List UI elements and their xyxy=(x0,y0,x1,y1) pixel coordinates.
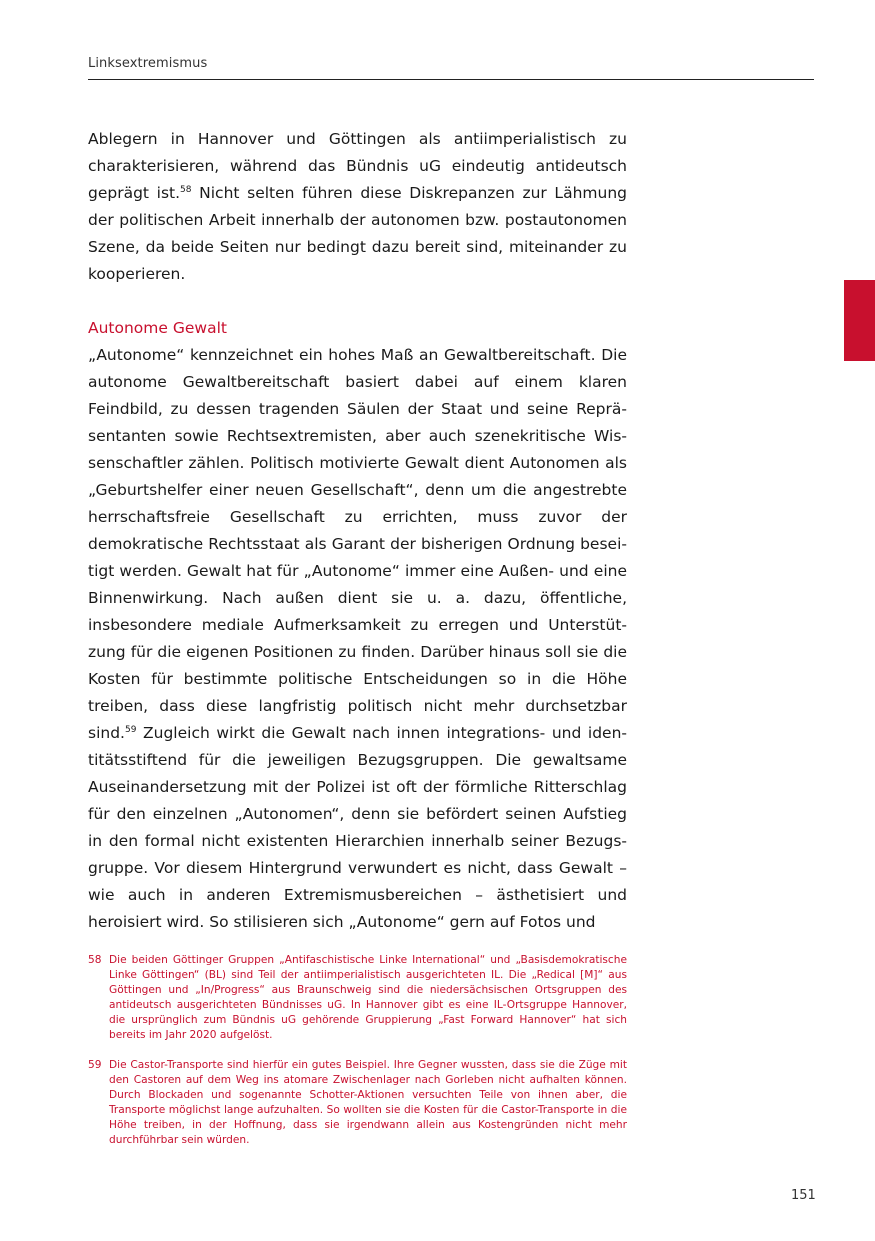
footnote-text: Die beiden Göttinger Gruppen „Antifaschistische Linke International“ und „Basisdemokratische Linke Göttingen“ (BL) sind Teil der antiimperialistisch ausgerichteten IL. Die „Redical [M]“ aus Göttingen und „In/Progress“ aus Braunschweig sind die niedersächsischen Ortsgruppen des antideutsch ausgerichteten Bündnisses uG. In Hannover gibt es eine IL-Ortsgruppe Hannover, die ursprünglich zum Bündnis uG gehörende Gruppierung „Fast Forward Hannover“ hat sich bereits im Jahr 2020 aufgelöst. xyxy=(109,954,627,1042)
intro-paragraph xyxy=(88,126,627,288)
chapter-tab-marker xyxy=(844,280,875,361)
footnote-59 xyxy=(88,1058,627,1149)
main-text-column xyxy=(88,126,627,936)
section-paragraph-text-b: Zugleich wirkt die Gewalt nach innen integrations- und identitätsstiftend für die jeweiligen Bezugsgruppen. Die gewaltsame Auseinandersetzung mit der Polizei ist oft der förmliche Ritterschlag für den einzelnen „Autonomen“, denn sie befördert seinen Aufstieg in den formal nicht existenten Hierarchien innerhalb seiner Bezugsgruppe. Vor diesem Hintergrund verwundert es nicht, dass Gewalt – wie auch in anderen Extremismusbereichen – ästhetisiert und heroisiert wird. So stilisieren sich „Autonome“ gern auf Fotos und xyxy=(88,724,627,931)
footnote-text: Die Castor-Transporte sind hierfür ein gutes Beispiel. Ihre Gegner wussten, dass sie die Züge mit den Castoren auf dem Weg ins atomare Zwischenlager nach Gorleben nicht aufhalten können. Durch Blockaden und sogenannte Schotter-Aktionen versuchten Teile von ihnen aber, die Transporte möglichst lange aufzuhalten. So wollten sie die Kosten für die Castor-Transporte in die Höhe treiben, in der Hoffnung, dass sie irgendwann allein aus Kostengründen nicht mehr durchführbar sein würden. xyxy=(109,1058,627,1147)
section-paragraph xyxy=(88,342,627,936)
intro-paragraph-text-a: Ablegern in Hannover und Göttingen als antiimperialistisch zu charakterisieren, während das Bündnis uG eindeutig antideutsch geprägt ist. xyxy=(88,130,627,202)
running-head: Linksextremismus xyxy=(88,56,208,71)
section-paragraph-text-a: „Autonome“ kennzeichnet ein hohes Maß an Gewaltbereitschaft. Die autonome Gewaltbereitschaft basiert dabei auf einem klaren Feindbild, zu dessen tragenden Säulen der Staat und seine Repräsentanten sowie Rechtsextremisten, aber auch szenekritische Wissenschaftler zählen. Politisch motivierte Gewalt dient Autonomen als „Geburtshelfer einer neuen Gesellschaft“, denn um die angestrebte herrschaftsfreie Gesellschaft zu errichten, muss zuvor der demokratische Rechtsstaat als Garant der bisherigen Ordnung beseitigt werden. Gewalt hat für „Autonome“ immer eine Außen- und eine Binnenwirkung. Nach außen dient sie u. a. dazu, öffentliche, insbesondere mediale Aufmerksamkeit zu erregen und Unterstützung für die eigenen Positionen zu finden. Darüber hinaus soll sie die Kosten für bestimmte politische Entscheidungen so in die Höhe treiben, dass diese langfristig politisch nicht mehr durchsetzbar sind. xyxy=(88,346,627,742)
footnote-58 xyxy=(88,953,627,1044)
footnote-ref-58[interactable]: 58 xyxy=(180,185,192,195)
footnote-number: 58 xyxy=(88,954,102,966)
intro-paragraph-text-b: Nicht selten führen diese Diskrepanzen zur Lähmung der politischen Arbeit innerhalb der autonomen bzw. postautonomen Szene, da beide Seiten nur bedingt dazu bereit sind, miteinander zu kooperieren. xyxy=(88,184,627,283)
page-number: 151 xyxy=(791,1188,816,1203)
footnote-ref-59[interactable]: 59 xyxy=(124,725,137,735)
section-heading: Autonome Gewalt xyxy=(88,319,227,337)
footnotes xyxy=(88,953,627,1162)
header-rule xyxy=(88,79,814,80)
footnote-number: 59 xyxy=(88,1058,102,1071)
